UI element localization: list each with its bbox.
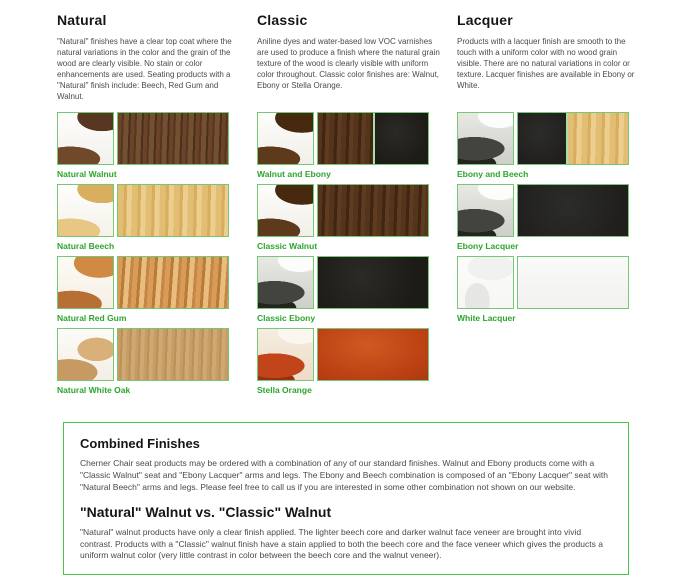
chair-photo-white-lacquer [457,256,514,309]
finish-texture-natural-red-gum [117,256,229,309]
chair-photo-ebony-and-beech [457,112,514,165]
swatch-classic-walnut [257,184,429,251]
column-heading-classic: Classic [257,12,308,28]
column-natural [57,10,232,400]
chair-photo-natural-red-gum [57,256,114,309]
swatch-natural-beech [57,184,229,251]
finish-texture-natural-beech [117,184,229,237]
swatch-ebony-lacquer [457,184,629,251]
finish-texture-white-lacquer [517,256,629,309]
swatch-label-natural-red-gum[interactable]: Natural Red Gum [57,313,127,323]
walnut-comparison-text: "Natural" walnut products have only a clear finish applied. The lighter beech core and darker walnut face veneer are brought into vivid contrast. Products with a "Classic" walnut finish have a stain applied to both the beech core and the face veneer which gives the products a uniform walnut color (very little contrast in color between the beech core and the walnut veneer). [80,526,603,561]
swatch-label-natural-beech[interactable]: Natural Beech [57,241,115,251]
swatch-label-ebony-and-beech[interactable]: Ebony and Beech [457,169,529,179]
swatch-label-white-lacquer[interactable]: White Lacquer [457,313,516,323]
chair-photo-ebony-lacquer [457,184,514,237]
finish-texture-classic-walnut [317,184,429,237]
swatch-label-stella-orange[interactable]: Stella Orange [257,385,312,395]
swatch-stella-orange [257,328,429,395]
chair-photo-walnut-and-ebony [257,112,314,165]
swatch-walnut-and-ebony [257,112,429,179]
swatch-ebony-and-beech [457,112,629,179]
column-heading-lacquer: Lacquer [457,12,513,28]
swatch-classic-ebony [257,256,429,323]
finish-texture-classic-ebony [317,256,429,309]
chair-photo-classic-ebony [257,256,314,309]
finish-columns [57,10,700,400]
finish-texture-stella-orange [317,328,429,381]
chair-photo-natural-beech [57,184,114,237]
chair-photo-stella-orange [257,328,314,381]
finish-texture-ebony-and-beech [517,112,629,165]
column-heading-natural: Natural [57,12,107,28]
combined-finishes-text: Cherner Chair seat products may be ordered with a combination of any of our standard finishes. Walnut and Ebony products come with a "Classic Walnut" seat and "Ebony Lacquer" arms and legs. The Ebony and Beech combination is composed of an "Ebony Lacquer" seat with "Natural Beech" arms and legs. Please feel free to call us if you are interested in some other combination not shown on our website. [80,458,608,492]
column-lacquer [457,10,635,400]
column-classic [257,10,440,400]
finish-texture-ebony-lacquer [517,184,629,237]
swatch-label-walnut-and-ebony[interactable]: Walnut and Ebony [257,169,331,179]
swatch-natural-walnut [57,112,229,179]
column-description-classic: Aniline dyes and water-based low VOC varnishes are used to produce a finish where the natural grain texture of the wood is clearly visible with uniform color throughout. Classic color finishes are: Walnut, Ebony or Stella Orange. [257,37,440,91]
swatch-label-natural-walnut[interactable]: Natural Walnut [57,169,117,179]
chair-photo-natural-walnut [57,112,114,165]
swatch-label-classic-walnut[interactable]: Classic Walnut [257,241,318,251]
finish-texture-natural-white-oak [117,328,229,381]
swatch-white-lacquer [457,256,629,323]
swatch-label-natural-white-oak[interactable]: Natural White Oak [57,385,131,395]
swatch-natural-red-gum [57,256,229,323]
column-description-natural: "Natural" finishes have a clear top coat where the natural variations in the color and the grain of the wood are clearly visible. No stain or color enhancements are used. Seating products with a "Natural" finish include: Beech, Red Gum and Walnut. [57,37,232,102]
chair-photo-classic-walnut [257,184,314,237]
finish-texture-walnut-and-ebony [317,112,429,165]
swatch-label-ebony-lacquer[interactable]: Ebony Lacquer [457,241,519,251]
walnut-comparison-heading: "Natural" Walnut vs. "Classic" Walnut [80,503,332,520]
swatch-natural-white-oak [57,328,229,395]
swatch-label-classic-ebony[interactable]: Classic Ebony [257,313,316,323]
combined-finishes-heading: Combined Finishes [80,436,200,451]
column-description-lacquer: Products with a lacquer finish are smooth to the touch with a uniform color with no wood grain visible. There are no natural variations in color or texture. Lacquer finishes are available in Ebony or White. [457,37,635,91]
combined-finishes-panel [63,422,629,575]
chair-photo-natural-white-oak [57,328,114,381]
finish-texture-natural-walnut [117,112,229,165]
